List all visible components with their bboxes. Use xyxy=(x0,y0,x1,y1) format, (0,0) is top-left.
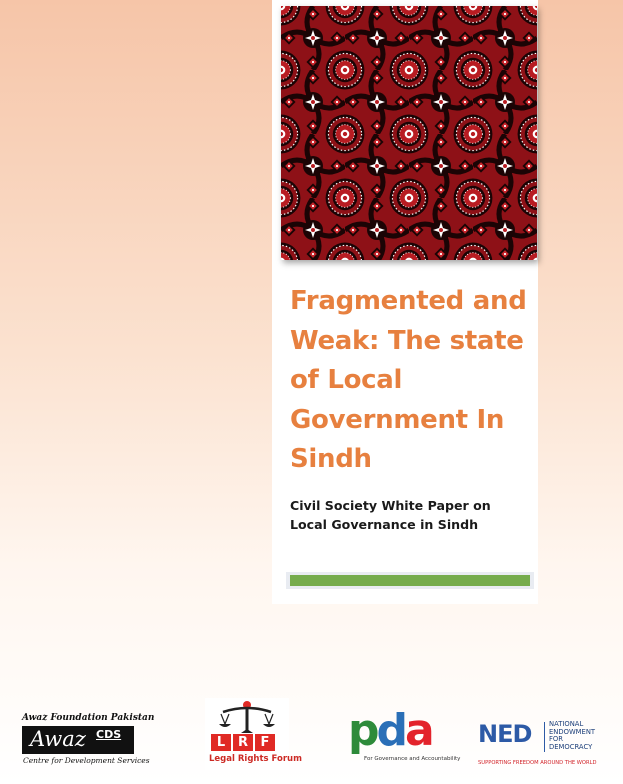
lrf-letters xyxy=(211,734,275,751)
awaz-cds: CDS xyxy=(96,728,122,741)
cover-pattern-image xyxy=(281,6,537,260)
ajrak-pattern-icon xyxy=(281,6,537,260)
lrf-letter-r: R xyxy=(233,734,253,751)
accent-bar xyxy=(286,572,534,589)
document-subtitle: Civil Society White Paper on Local Governance in Sindh xyxy=(290,498,491,532)
awaz-bottom-text: Centre for Development Services xyxy=(23,756,150,765)
ned-divider xyxy=(544,722,545,752)
accent-bar-fill xyxy=(290,575,530,586)
pda-wordmark xyxy=(348,706,432,756)
pda-letter-d: d xyxy=(376,705,405,756)
ned-logo xyxy=(478,720,610,770)
ned-acronym: NED xyxy=(478,720,532,748)
awaz-wordmark-box xyxy=(22,726,134,754)
awaz-top-text: Awaz Foundation Pakistan xyxy=(22,713,155,723)
lrf-letter-f: F xyxy=(255,734,275,751)
ned-full-name: NATIONAL ENDOWMENT FOR DEMOCRACY xyxy=(549,720,596,751)
pda-letter-a: a xyxy=(405,705,432,756)
lrf-logo xyxy=(205,698,302,770)
lrf-letter-l: L xyxy=(211,734,231,751)
ned-tagline: SUPPORTING FREEDOM AROUND THE WORLD xyxy=(478,760,597,766)
lrf-full-name: Legal Rights Forum xyxy=(209,754,302,764)
document-title: Fragmented and Weak: The state of Local Government In Sindh xyxy=(290,286,527,474)
awaz-name: Awaz xyxy=(30,727,86,751)
scales-of-justice-icon xyxy=(217,700,277,734)
pda-logo xyxy=(348,705,461,772)
pda-letter-p: p xyxy=(348,705,377,756)
pda-tagline: For Governance and Accountability xyxy=(364,756,461,762)
awaz-cds-logo xyxy=(22,713,155,767)
